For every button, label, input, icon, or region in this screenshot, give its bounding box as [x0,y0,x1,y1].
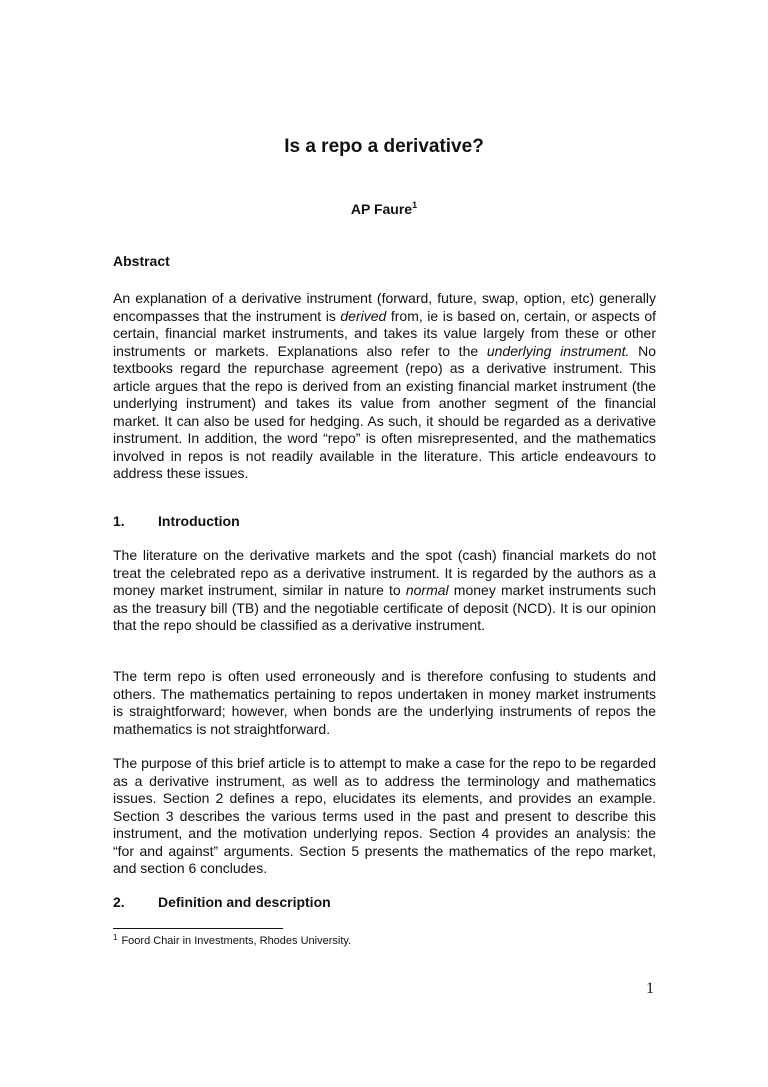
abstract-text-3: No textbooks regard the repurchase agreement (repo) as a derivative instrument. This article argues that the repo is derived from an existing financial market instrument (the underlying instrument) and takes its value from another segment of the financial market. It can also be used for hedging. As such, it should be regarded as a derivative instrument. In addition, the word “repo” is often misrepresented, and the mathematics involved in repos is not readily available in the literature. This article endeavours to address these issues. [113,342,656,481]
intro-p1-text-a: The literature on the derivative markets and the spot (cash) financial markets do not treat the celebrated repo as a derivative instrument. It is regarded by the authors as a money market instrument, similar in nature to [113,547,656,598]
author-name: AP Faure [350,201,413,217]
section-2-title: Definition and description [158,894,331,910]
abstract-emphasis-derived: derived [340,307,387,324]
section-1-title: Introduction [158,513,240,529]
intro-p1-emphasis-normal: normal [405,582,449,598]
section-1-number: 1. [113,513,125,529]
section-2-heading [113,894,331,910]
intro-paragraph-1 [113,547,656,635]
footnote-divider [113,928,283,929]
section-1-heading [113,513,240,529]
footnote-marker: 1 [113,933,118,942]
footnote [113,935,351,947]
footnote-text: Foord Chair in Investments, Rhodes University. [121,935,352,947]
section-2-number: 2. [113,894,125,910]
abstract-paragraph [113,290,656,483]
intro-p1-text-b: money market instruments such as the treasury bill (TB) and the negotiable certificate of deposit (NCD). It is our opinion that the repo should be classified as a derivative instrument. [113,582,656,633]
abstract-text-2: from, ie is based on, certain, or aspects of certain, financial market instruments, and takes its value largely from these or other instruments or markets. Explanations also refer to the [113,307,657,359]
author-line [0,201,768,217]
intro-paragraph-3: The purpose of this brief article is to attempt to make a case for the repo to be regarded as a derivative instrument, as well as to address the terminology and mathematics issues. Section 2 defines a repo, elucidates its elements, and provides an example. Section 3 describes the various terms used in the past and present to describe this instrument, and the motivation underlying repos. Section 4 provides an analysis: the “for and against” arguments. Section 5 presents the mathematics of the repo market, and section 6 concludes. [113,755,656,876]
abstract-emphasis-underlying: underlying instrument. [486,342,630,359]
abstract-text-1: An explanation of a derivative instrument (forward, future, swap, option, etc) generally encompasses that the instrument is [113,290,656,324]
page-number: 1 [646,980,654,997]
paper-title: Is a repo a derivative? [284,136,484,157]
abstract-heading: Abstract [113,253,170,269]
intro-paragraph-2: The term repo is often used erroneously and is therefore confusing to students and others. The mathematics pertaining to repos undertaken in money market instruments is straightforward; however, when bonds are the underlying instruments of repos the mathematics is not straightforward. [113,668,656,737]
author-footnote-marker: 1 [412,200,418,210]
